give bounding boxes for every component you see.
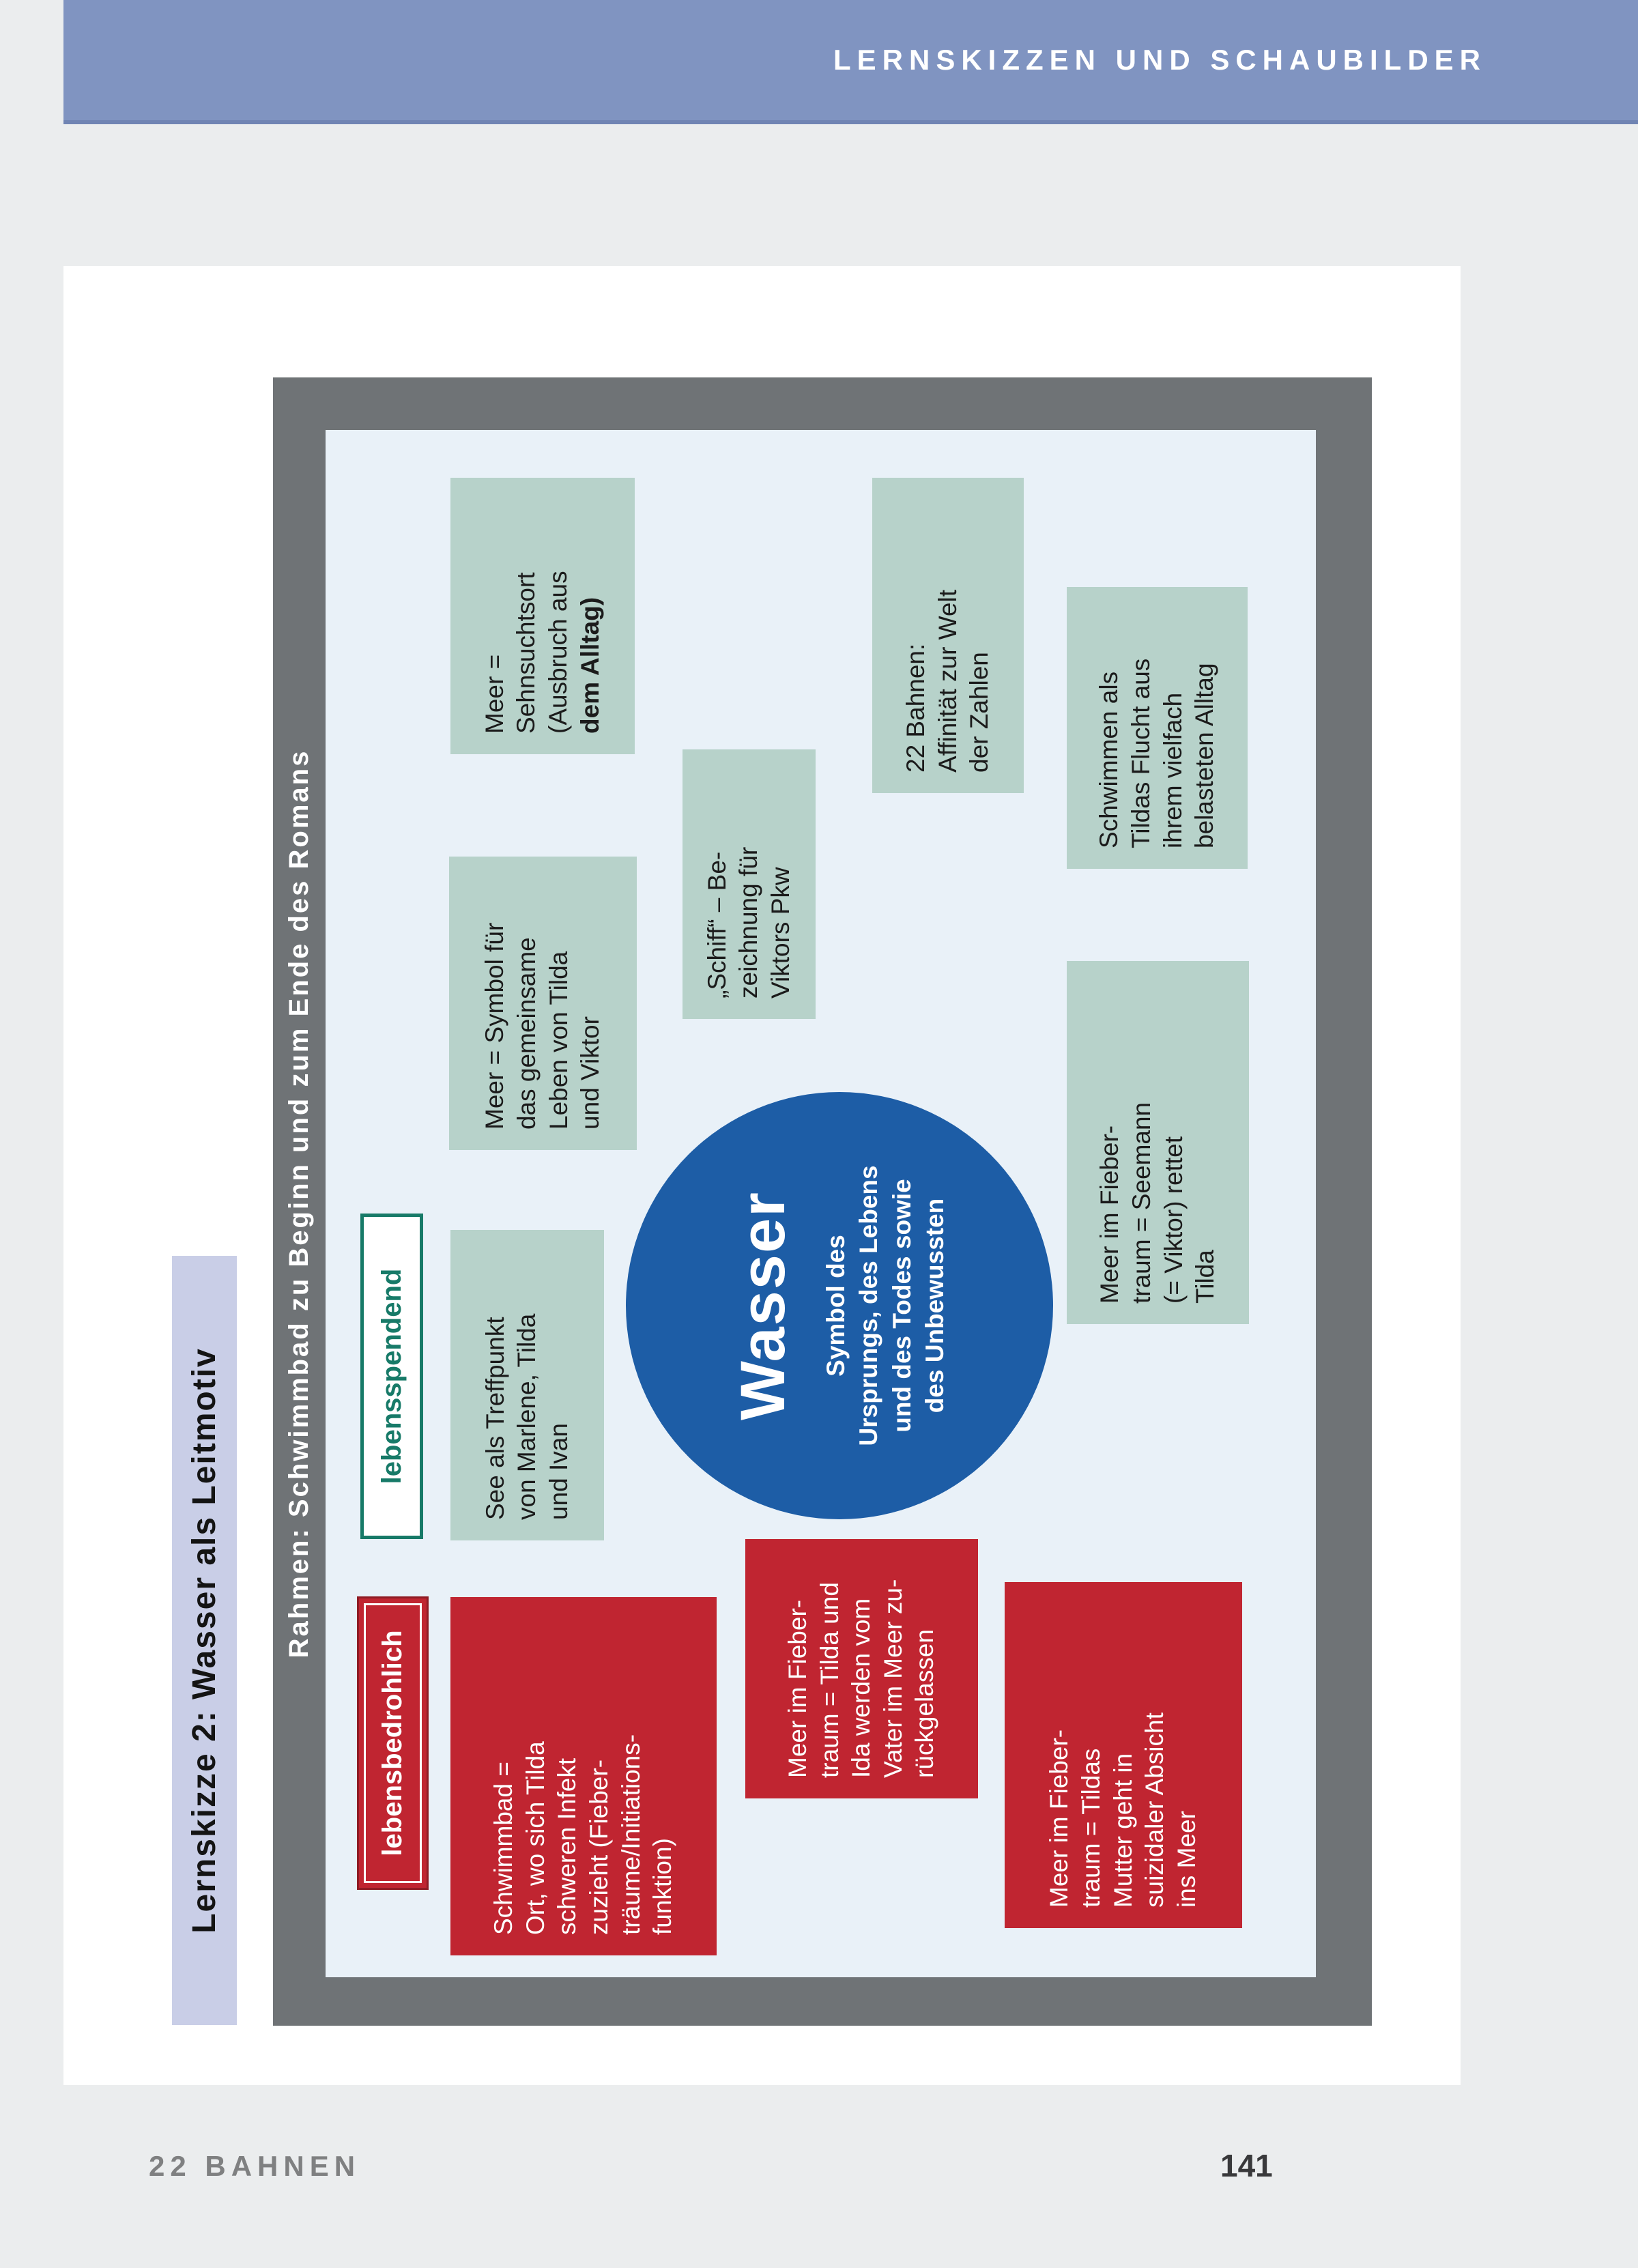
note-line: rückgelassen xyxy=(910,1628,939,1778)
note-line: Tildas Flucht aus xyxy=(1126,658,1155,848)
note-line: (Ausbruch aus xyxy=(544,571,572,734)
note-line: träume/Initiations- xyxy=(616,1734,645,1935)
note-line: Meer = xyxy=(480,654,508,734)
page-header-title: LERNSKIZZEN UND SCHAUBILDER xyxy=(833,44,1486,76)
note-line: (= Viktor) rettet xyxy=(1159,1136,1188,1304)
note-line: Leben von Tilda xyxy=(544,951,573,1130)
central-node-title: Wasser xyxy=(728,1191,799,1420)
footer-page-number: 141 xyxy=(1220,2148,1273,2183)
note-line: dem Alltag) xyxy=(575,597,604,734)
note-line: Sehnsuchtsort xyxy=(512,572,541,734)
note-line: Schwimmen als xyxy=(1095,671,1123,848)
note-line: Meer im Fieber- xyxy=(783,1599,811,1778)
frame-label-band xyxy=(272,430,326,1977)
note-line: Meer im Fieber- xyxy=(1045,1729,1074,1908)
note-line: 22 Bahnen: xyxy=(902,643,930,773)
note-fiebertraum-seemann xyxy=(1067,961,1249,1324)
note-see-treffpunkt xyxy=(450,1230,604,1540)
note-meer-sehnsuchtsort xyxy=(450,478,635,754)
note-line: traum = Tilda und xyxy=(815,1582,844,1778)
label-lebensspendend-text: lebensspendend xyxy=(376,1268,407,1484)
note-line: Tilda xyxy=(1191,1250,1220,1304)
note-line: „Schiff“ – Be- xyxy=(702,851,731,999)
footer-book-title: 22 BAHNEN xyxy=(149,2150,361,2182)
note-line: belasteten Alltag xyxy=(1190,663,1219,848)
note-line: Affinität zur Welt xyxy=(933,589,962,773)
note-line: Meer = Symbol für xyxy=(480,922,509,1130)
note-line: Viktors Pkw xyxy=(766,867,794,999)
note-line: das gemeinsame xyxy=(512,937,541,1130)
central-node-line: des Unbewussten xyxy=(920,1198,949,1413)
frame-label: Rahmen: Schwimmbad zu Beginn und zum Ende des Romans xyxy=(283,749,314,1659)
note-line: traum = Seemann xyxy=(1127,1102,1155,1304)
label-lebensbedrohlich-text: lebensbedrohlich xyxy=(377,1630,407,1856)
note-line: Meer im Fieber- xyxy=(1095,1125,1124,1304)
central-node-line: Ursprungs, des Lebens xyxy=(854,1165,883,1446)
note-schwimmen-flucht xyxy=(1067,587,1248,869)
note-line: von Marlene, Tilda xyxy=(513,1313,541,1520)
note-line: Vater im Meer zu- xyxy=(878,1579,907,1778)
note-22-bahnen xyxy=(872,478,1024,793)
central-node-wasser xyxy=(626,1092,1053,1519)
note-line: traum = Tildas xyxy=(1077,1748,1106,1908)
note-line: schweren Infekt xyxy=(553,1757,581,1935)
label-lebensspendend xyxy=(360,1214,423,1539)
note-line: und Ivan xyxy=(544,1423,573,1520)
central-node-line: und des Todes sowie xyxy=(887,1179,916,1433)
note-schiff xyxy=(682,749,816,1019)
page-header-bar xyxy=(63,0,1638,124)
note-schwimmbad-infekt xyxy=(450,1597,717,1955)
note-line: ins Meer xyxy=(1172,1811,1201,1908)
sketch-title-bar xyxy=(172,1256,237,2025)
note-line: funktion) xyxy=(648,1838,677,1935)
sketch-title: Lernskizze 2: Wasser als Leitmotiv xyxy=(186,1347,222,1934)
note-line: ihrem vielfach xyxy=(1158,692,1187,848)
note-line: See als Treffpunkt xyxy=(480,1317,509,1520)
note-fiebertraum-mutter xyxy=(1005,1582,1242,1928)
note-line: und Viktor xyxy=(576,1016,605,1130)
note-line: zeichnung für xyxy=(734,846,763,999)
note-meer-symbol xyxy=(449,857,637,1150)
note-line: Ida werden vom xyxy=(847,1598,876,1778)
note-line: Ort, wo sich Tilda xyxy=(521,1741,549,1935)
note-line: suizidaler Absicht xyxy=(1140,1712,1169,1908)
note-fiebertraum-tilda-ida xyxy=(745,1539,978,1798)
label-lebensbedrohlich xyxy=(357,1596,429,1890)
central-node-line: Symbol des xyxy=(822,1235,850,1377)
note-line: der Zahlen xyxy=(965,652,994,773)
note-line: Mutter geht in xyxy=(1108,1753,1137,1908)
note-line: zuzieht (Fieber- xyxy=(585,1759,613,1935)
note-line: Schwimmbad = xyxy=(489,1762,518,1935)
